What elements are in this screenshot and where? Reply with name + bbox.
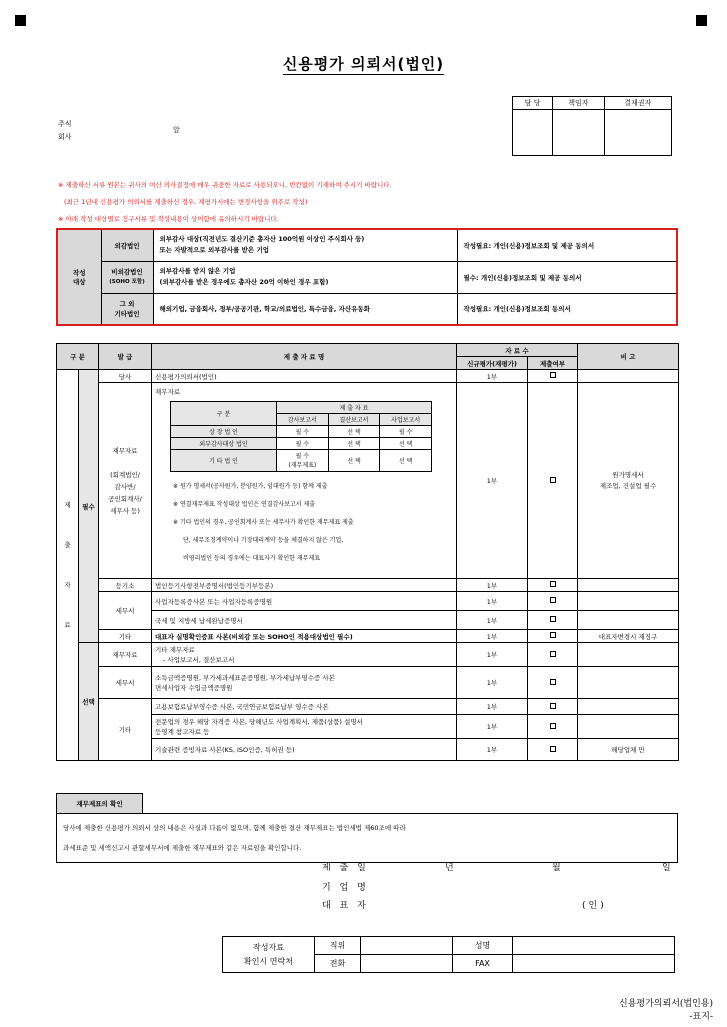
- notice-3: ※ 아래 작성 대상별로 징구서류 및 작성내용이 상이함에 유의하시기 바랍니다.: [58, 215, 279, 223]
- checkbox-6[interactable]: [528, 630, 578, 643]
- matrix-cell: 필 수: [277, 438, 329, 450]
- target-req-2: 필수: 개인(신용)정보조회 및 제공 동의서: [457, 261, 677, 293]
- confirm-line-2: 과세표준 및 세액신고시 관할세무서에 제출한 재무제표와 같은 자료임을 확인합니다.: [63, 844, 302, 852]
- target-head: [57, 229, 101, 325]
- contact-label: 작성자료 확인시 연락처: [223, 937, 315, 973]
- checkbox-4[interactable]: [528, 592, 578, 611]
- confirm-box: [56, 793, 678, 863]
- approval-box: [512, 96, 672, 156]
- col-docs: 제 출 자 료 명: [152, 344, 457, 370]
- remark-6: 대표자변경시 재징구: [578, 630, 679, 643]
- target-desc-3: 해외기업, 금융회사, 정부/공공기관, 학교/의료법인, 특수금융, 자산유동화: [153, 293, 457, 325]
- checkbox-3[interactable]: [528, 579, 578, 592]
- checkbox-5[interactable]: [528, 611, 578, 630]
- target-type-2: 비외감법인 (SOHO 포함): [101, 261, 153, 293]
- note-4: 단, 세무조정계약이나 기장대리계약 등을 체결하지 않은 기업,: [183, 537, 344, 544]
- matrix-row-2: 외부감사대상 법인: [171, 438, 277, 450]
- month-label: 월: [552, 863, 564, 873]
- matrix-sub: 제 출 자 료: [277, 402, 432, 414]
- matrix-row-3: 기 타 법 인: [171, 450, 277, 472]
- approval-header-2: 책임자: [553, 97, 604, 110]
- company-name-label: 기 업 명: [322, 883, 369, 893]
- matrix-col-business: 사업보고서: [380, 414, 432, 426]
- checkbox-11[interactable]: [528, 739, 578, 761]
- count-10: 1부: [457, 715, 528, 739]
- remark-11: 해당업체 만: [578, 739, 679, 761]
- matrix-cell: 선 택: [328, 450, 380, 472]
- issuer-financial: 재무자료 (회계법인/ 감사반/ 공인회계사/ 세무사 등): [99, 383, 152, 579]
- target-table: [56, 228, 678, 326]
- fax-field[interactable]: [513, 955, 675, 973]
- approval-sign-2[interactable]: [553, 110, 604, 156]
- approval-header-1: 담 당: [513, 97, 553, 110]
- count-7: 1부: [457, 643, 528, 667]
- remark-7: [578, 643, 679, 667]
- matrix-cell: 선 택: [328, 426, 380, 438]
- footer-line-2: -표지-: [689, 1012, 713, 1022]
- notice-2: (최근 1년내 신용평가 의뢰서를 제출하신 경우, 재평가시에는 변경사항을 위주로 작성): [64, 198, 308, 206]
- col-new: 신규평가(재평가): [457, 357, 528, 370]
- name-field[interactable]: [513, 937, 675, 955]
- position-field[interactable]: [361, 937, 453, 955]
- target-head-2: 대상: [72, 278, 86, 286]
- footer-line-1: 신용평가의뢰서(법인용): [619, 999, 713, 1009]
- confirm-text: [57, 814, 678, 863]
- matrix-cell: 필 수: [277, 426, 329, 438]
- company-prefix-2: 회사: [58, 133, 72, 141]
- count-5: 1부: [457, 611, 528, 630]
- remark-3: [578, 579, 679, 592]
- confirm-line-1: 당사에 제출한 신용평가 의뢰서 상의 내용은 사실과 다름이 없으며, 함께 제출한 결산 재무제표는 법인세법 제60조에 따라: [63, 824, 406, 832]
- optional-label: 선택: [79, 643, 99, 761]
- note-5: 비영리법인 등의 경우에는 대표자가 확인한 재무제표: [183, 555, 321, 562]
- page-title: 신용평가 의뢰서(법인): [282, 55, 445, 73]
- remark-5: [578, 611, 679, 630]
- corner-mark-left: [15, 15, 26, 26]
- target-req-1: 작성필요: 개인(신용)정보조회 및 제공 동의서: [457, 229, 677, 261]
- count-1: 1부: [457, 370, 528, 383]
- matrix-cell: 필 수: [380, 426, 432, 438]
- corner-mark-right: [696, 15, 707, 26]
- remark-8: [578, 667, 679, 699]
- note-1: ※ 원가 명세서(공사원가, 분양원가, 임대원가 등) 함께 제출: [173, 483, 328, 490]
- financial-notes: [173, 478, 453, 568]
- count-11: 1부: [457, 739, 528, 761]
- remark-1: [578, 370, 679, 383]
- addressee: 앞: [173, 126, 180, 134]
- checkbox-2[interactable]: [528, 383, 578, 579]
- footer: [619, 998, 713, 1024]
- doc-tech: 기술관련 증빙자료 사본(KS, ISO인증, 특허권 등): [152, 739, 457, 761]
- matrix-row-1: 상 장 법 인: [171, 426, 277, 438]
- financial-title: 재무자료: [155, 388, 181, 396]
- col-issuer: 발 급: [99, 344, 152, 370]
- matrix-head: 구 분: [171, 402, 277, 426]
- checkbox-10[interactable]: [528, 715, 578, 739]
- doc-license: 전문업의 경우 해당 자격증 사본, 당해년도 사업계획서, 제품(상품) 설명서 등영계 참고자료 등: [152, 715, 457, 739]
- ceo-label: 대 표 자: [322, 901, 369, 911]
- target-desc-2: 외부감사를 받지 않은 기업 (외부감사를 받은 경우에도 총자산 20억 이하인 경우 포함): [153, 261, 457, 293]
- target-head-1: 작성: [72, 269, 86, 277]
- day-label: 일: [662, 863, 674, 873]
- company-prefix-1: 주식: [58, 120, 72, 128]
- approval-header-3: 결재권자: [604, 97, 672, 110]
- doc-tax-payment: 국세 및 지방세 납세완납증명서: [152, 611, 457, 630]
- doc-id-copy: 대표자 실명확인증표 사본(비외감 또는 SOHO인 적용대상법인 필수): [152, 630, 457, 643]
- col-division: 구 분: [57, 344, 99, 370]
- target-type-3: 그 외 기타법인: [101, 293, 153, 325]
- matrix-cell: 필 수 (재무제표): [277, 450, 329, 472]
- phone-field[interactable]: [361, 955, 453, 973]
- matrix-col-settlement: 결산보고서: [328, 414, 380, 426]
- doc-insurance: 고용보험료납부영수증 사본, 국민연금보험료납부 영수증 사본: [152, 699, 457, 715]
- target-req-3: 작성필요: 개인(신용)정보조회 동의서: [457, 293, 677, 325]
- col-remark: 비 고: [578, 344, 679, 370]
- doc-registry: 법인등기사항전부증명서(법인등기부등본): [152, 579, 457, 592]
- issuer-etc: 기타: [99, 630, 152, 643]
- notice-1: ※ 제출하신 서류 원본는 귀사의 여신 의사결정에 매우 귀중한 자료로 사용되오니, 빈칸없이 기재하여 주시기 바랍니다.: [58, 181, 392, 189]
- count-9: 1부: [457, 699, 528, 715]
- fax-label: FAX: [453, 955, 513, 973]
- note-2: ※ 연결재무제표 작성대상 법인은 연결감사보고서 제출: [173, 501, 316, 508]
- doc-business-registration: 사업자등록증사본 또는 사업자등록증명원: [152, 592, 457, 611]
- col-count: 자 료 수: [457, 344, 578, 357]
- financial-matrix: [170, 401, 432, 472]
- issuer-opt-financial: 재무자료: [99, 643, 152, 667]
- issuer-opt-etc: 기타: [99, 699, 152, 761]
- required-label: 필수: [79, 370, 99, 643]
- name-label: 성명: [453, 937, 513, 955]
- checkbox-7[interactable]: [528, 643, 578, 667]
- remark-4: [578, 592, 679, 611]
- count-4: 1부: [457, 592, 528, 611]
- checkbox-9[interactable]: [528, 699, 578, 715]
- phone-label: 전화: [315, 955, 361, 973]
- approval-sign-1[interactable]: [513, 110, 553, 156]
- count-2: 1부: [457, 383, 528, 579]
- checkbox-1[interactable]: [528, 370, 578, 383]
- matrix-cell: 선 택: [380, 438, 432, 450]
- matrix-cell: 선 택: [380, 450, 432, 472]
- remark-10: [578, 715, 679, 739]
- remark-9: [578, 699, 679, 715]
- doc-opt-tax: 소득금액증명원, 부가세과세표준증명원, 부가세납부영수증 사본 면세사업자 수입금액증명원: [152, 667, 457, 699]
- issuer-company: 당사: [99, 370, 152, 383]
- position-label: 직위: [315, 937, 361, 955]
- contact-table: [222, 936, 675, 973]
- seal-label: (인): [582, 901, 607, 911]
- doc-opt-financial: 기타 재무자료 - 사업보고서, 결산보고서: [152, 643, 457, 667]
- issuer-registry: 등기소: [99, 579, 152, 592]
- submit-date-label: 제 출 일: [322, 863, 369, 873]
- confirm-heading: 재무제표의 확인: [57, 794, 143, 814]
- doc-request-form: 신용평가의뢰서(법인): [152, 370, 457, 383]
- count-6: 1부: [457, 630, 528, 643]
- section-label: 제 출 자 료: [57, 370, 79, 761]
- note-3: ※ 기타 법인의 경우, 공인회계사 또는 세무사가 확인한 재무제표 제출: [173, 519, 354, 526]
- count-8: 1부: [457, 667, 528, 699]
- remark-2: 원가명세서 제조업, 건설업 필수: [578, 383, 679, 579]
- confirm-heading-spacer: [143, 794, 678, 814]
- year-label: 년: [445, 863, 457, 873]
- issuer-opt-tax: 세무서: [99, 667, 152, 699]
- matrix-col-audit: 감사보고서: [277, 414, 329, 426]
- issuer-tax-office: 세무서: [99, 592, 152, 630]
- company-prefix: [58, 118, 72, 144]
- count-3: 1부: [457, 579, 528, 592]
- target-desc-1: 외부감사 대상(직전년도 결산기준 총자산 100억원 이상인 주식회사 등) 또는 자발적으로 외부감사를 받은 기업: [153, 229, 457, 261]
- document-table: [56, 343, 679, 761]
- doc-financial: [152, 383, 457, 579]
- approval-sign-3[interactable]: [604, 110, 672, 156]
- target-type-1: 외감법인: [101, 229, 153, 261]
- matrix-cell: 선 택: [328, 438, 380, 450]
- checkbox-8[interactable]: [528, 667, 578, 699]
- col-submitted: 제출여부: [528, 357, 578, 370]
